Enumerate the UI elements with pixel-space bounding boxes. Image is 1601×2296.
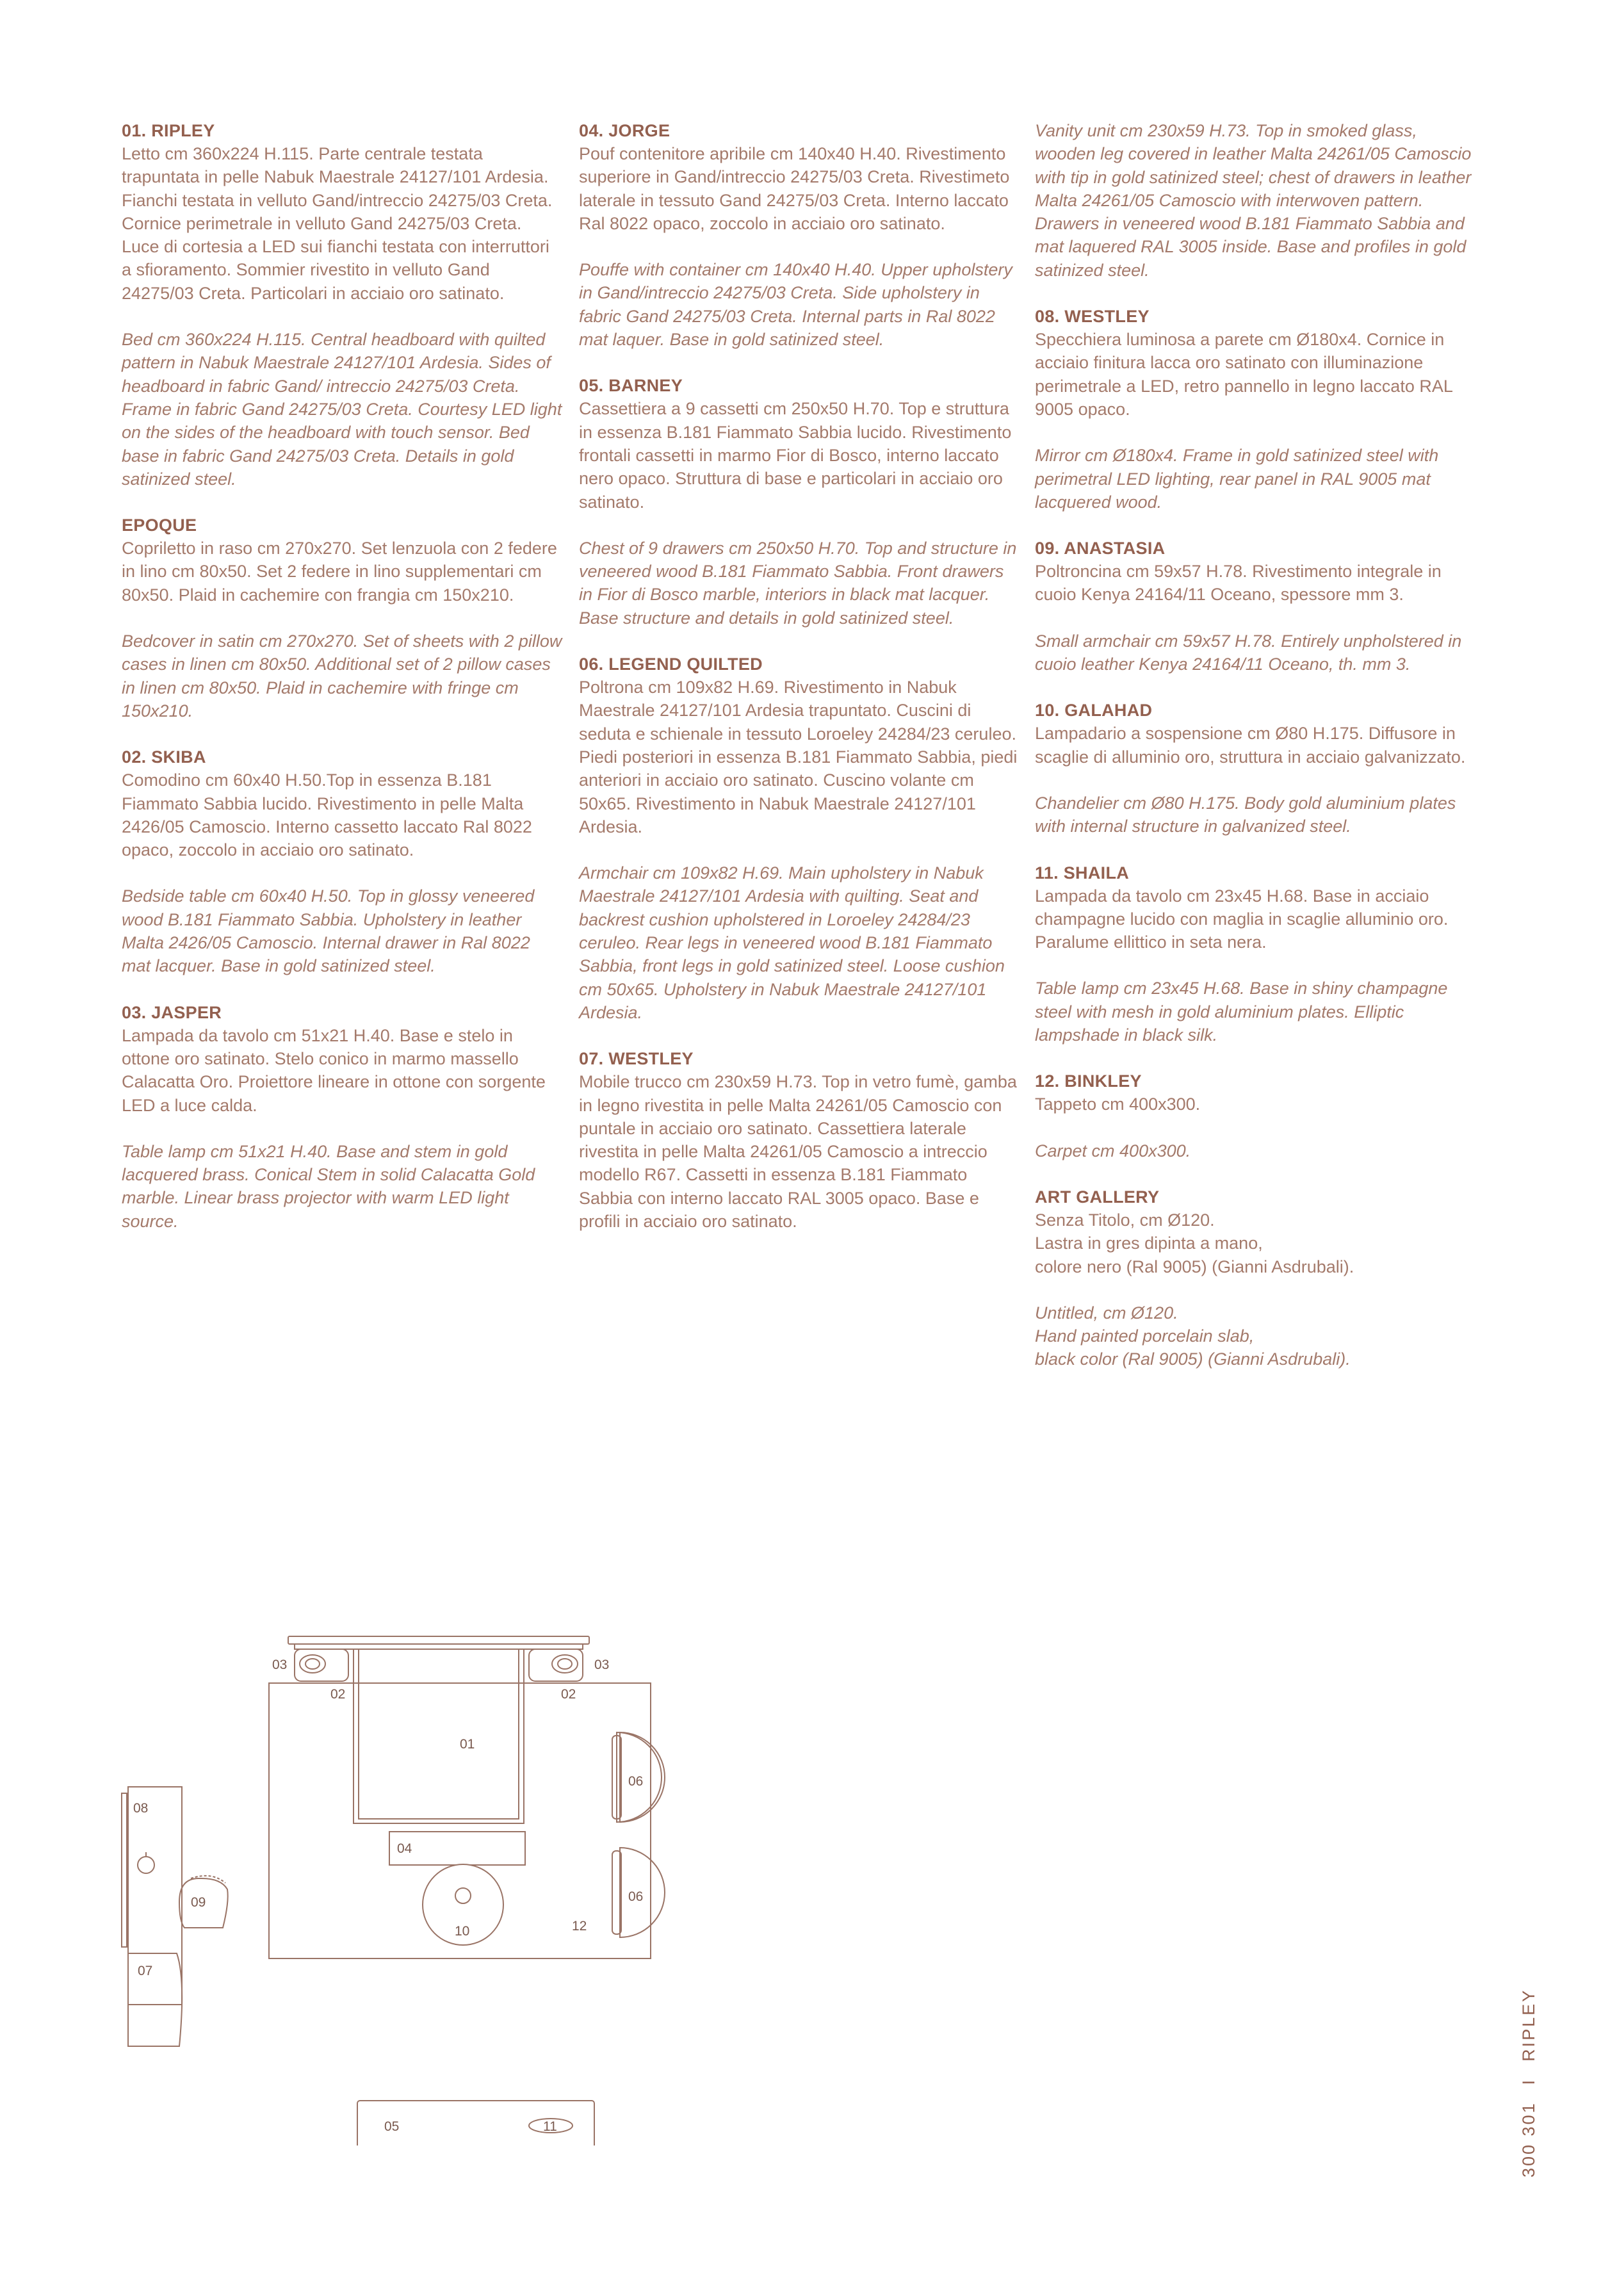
product-description-english: Bedside table cm 60x40 H.50. Top in glossy veneered wood B.181 Fiammato Sabbia. Upholstery in leather Malta 2426/05 Camoscio. Internal drawer in Ral 8022 mat lacquer. Base in gold satinized steel. bbox=[122, 886, 535, 976]
label-09: 09 bbox=[191, 1895, 206, 1910]
product-description-english: Table lamp cm 51x21 H.40. Base and stem in gold lacquered brass. Conical Stem in solid Calacatta Gold marble. Linear brass projector with warm LED light source. bbox=[122, 1141, 535, 1231]
label-08: 08 bbox=[133, 1801, 149, 1816]
label-12: 12 bbox=[572, 1919, 587, 1934]
product-description-english: Untitled, cm Ø120. Hand painted porcelain slab, black color (Ral 9005) (Gianni Asdrubali). bbox=[1035, 1303, 1351, 1369]
product-entry bbox=[122, 745, 564, 977]
product-description-english: Armchair cm 109x82 H.69. Main upholstery in Nabuk Maestrale 24127/101 Ardesia with quilting. Seat and backrest cushion upholstered in Loroeley 24284/23 ceruleo. Rear legs in veneered wood B.181 Fiammato Sabbia, front legs in gold satinized steel. Loose cushion cm 50x65. Upholstery in Nabuk Maestrale 24127/101 Ardesia. bbox=[579, 863, 1005, 1022]
bedside-table-left-shape bbox=[295, 1649, 348, 1681]
product-title: 05. BARNEY bbox=[579, 376, 683, 396]
page-footer bbox=[1519, 1972, 1539, 2178]
product-description-english: Vanity unit cm 230x59 H.73. Top in smoked glass, wooden leg covered in leather Malta 24261/05 Camoscio with tip in gold satinized steel; chest of drawers in leather Malta 24261/05 Camoscio with interwoven pattern. Drawers in veneered wood B.181 Fiammato Sabbia and mat laquered RAL 3005 inside. Base and profiles in gold satinized steel. bbox=[1035, 121, 1472, 280]
column-left bbox=[122, 119, 564, 1256]
product-entry bbox=[579, 374, 1021, 630]
lamp-right-shape bbox=[552, 1655, 578, 1673]
product-description-italian: Mobile trucco cm 230x59 H.73. Top in vetro fumè, gamba in legno rivestita in pelle Malta 24261/05 Camoscio con puntale in acciaio oro satinato. Cassettiera laterale rivestita in pelle Malta 24261/05 Camoscio a intreccio modello R67. Cassetti in essenza B.181 Fiammato Sabbia con interno laccato RAL 3005 opaco. Base e profili in acciaio oro satinato. bbox=[579, 1072, 1017, 1231]
bed-shape bbox=[354, 1649, 524, 1823]
product-title: EPOQUE bbox=[122, 516, 197, 535]
label-01: 01 bbox=[460, 1737, 475, 1752]
product-entry bbox=[122, 119, 564, 491]
label-11: 11 bbox=[543, 2119, 557, 2134]
product-description-english: Bedcover in satin cm 270x270. Set of sheets with 2 pillow cases in linen cm 80x50. Additional set of 2 pillow cases in linen cm 80x50. Plaid in cachemire with fringe cm 150x210. bbox=[122, 631, 562, 721]
product-title: 04. JORGE bbox=[579, 121, 670, 140]
product-title: 08. WESTLEY bbox=[1035, 307, 1150, 327]
product-entry bbox=[1035, 1070, 1477, 1162]
product-description-italian: Poltrona cm 109x82 H.69. Rivestimento in Nabuk Maestrale 24127/101 Ardesia trapuntato. Cuscini di seduta e schienale in tessuto Loroeley 24284/23 ceruleo. Piedi posteriori in essenza B.181 Fiammato Sabbia, piedi anteriori in acciaio oro satinato. Cuscino volante cm 50x65. Rivestimento in Nabuk Maestrale 24127/101 Ardesia. bbox=[579, 678, 1018, 836]
shaila-lamp-shape bbox=[138, 1857, 154, 1873]
product-entry bbox=[1035, 537, 1477, 676]
product-title: 03. JASPER bbox=[122, 1002, 222, 1022]
label-02-left: 02 bbox=[330, 1687, 346, 1702]
label-03-right: 03 bbox=[594, 1657, 610, 1672]
product-title: 01. RIPLEY bbox=[122, 121, 215, 140]
product-entry bbox=[1035, 305, 1477, 514]
product-description-italian: Copriletto in raso cm 270x270. Set lenzuola con 2 federe in lino cm 80x50. Set 2 federe in lino supplementari cm 80x50. Plaid in cachemire con frangia cm 150x210. bbox=[122, 539, 557, 605]
product-description-italian: Poltroncina cm 59x57 H.78. Rivestimento integrale in cuoio Kenya 24164/11 Oceano, spessore mm 3. bbox=[1035, 562, 1442, 605]
product-description-italian: Pouf contenitore apribile cm 140x40 H.40. Rivestimento superiore in Gand/intreccio 24275/03 Creta. Rivestimeto laterale in tessuto Gand 24275/03 Creta. Interno laccato Ral 8022 opaco, zoccolo in acciaio oro satinato. bbox=[579, 144, 1010, 233]
vanity-unit-shape bbox=[128, 1787, 182, 2005]
column-middle bbox=[579, 119, 1021, 1256]
label-10: 10 bbox=[455, 1924, 470, 1939]
vanity-drawers-shape bbox=[128, 1953, 182, 2046]
product-description-italian: Lampada da tavolo cm 51x21 H.40. Base e stelo in ottone oro satinato. Stelo conico in marmo massello Calacatta Oro. Proiettore lineare in ottone con sorgente LED a luce calda. bbox=[122, 1025, 546, 1115]
product-description-italian: Senza Titolo, cm Ø120. Lastra in gres dipinta a mano, colore nero (Ral 9005) (Gianni Asdrubali). bbox=[1035, 1210, 1354, 1276]
product-entry bbox=[1035, 699, 1477, 838]
product-title: 12. BINKLEY bbox=[1035, 1071, 1142, 1091]
label-07: 07 bbox=[138, 1964, 153, 1978]
product-entry bbox=[122, 1001, 564, 1233]
product-title: 11. SHAILA bbox=[1035, 863, 1130, 883]
label-04: 04 bbox=[397, 1841, 412, 1856]
product-description-italian: Specchiera luminosa a parete cm Ø180x4. Cornice in acciaio finitura lacca oro satinato con illuminazione perimetrale a LED, retro pannello in legno laccato RAL 9005 opaco. bbox=[1035, 330, 1452, 419]
label-02-right: 02 bbox=[561, 1687, 576, 1702]
product-description-italian: Lampada da tavolo cm 23x45 H.68. Base in acciaio champagne lucido con maglia in scaglie alluminio oro. Paralume ellittico in seta nera. bbox=[1035, 886, 1449, 952]
mirror-shape bbox=[122, 1793, 127, 1947]
product-entry bbox=[579, 1047, 1021, 1233]
floor-plan-diagram bbox=[115, 1620, 692, 2145]
lamp-left-shape bbox=[300, 1655, 325, 1673]
product-entry bbox=[579, 119, 1021, 351]
product-description-english: Pouffe with container cm 140x40 H.40. Upper upholstery in Gand/intreccio 24275/03 Creta. Side upholstery in fabric Gand 24275/03 Creta. Internal parts in Ral 8022 mat laquer. Base in gold satinized steel. bbox=[579, 260, 1012, 350]
product-title: 07. WESTLEY bbox=[579, 1049, 694, 1069]
label-05: 05 bbox=[384, 2119, 400, 2134]
footer-separator: I bbox=[1519, 2078, 1538, 2085]
product-description-english: Small armchair cm 59x57 H.78. Entirely unpholstered in cuoio leather Kenya 24164/11 Oceano, th. mm 3. bbox=[1035, 631, 1462, 674]
product-description-english: Mirror cm Ø180x4. Frame in gold satinized steel with perimetral LED lighting, rear panel in RAL 9005 mat lacquered wood. bbox=[1035, 446, 1439, 512]
product-title: 09. ANASTASIA bbox=[1035, 539, 1166, 558]
product-entry bbox=[1035, 1185, 1477, 1371]
product-description-english: Table lamp cm 23x45 H.68. Base in shiny champagne steel with mesh in gold aluminium plates. Elliptic lampshade in black silk. bbox=[1035, 979, 1448, 1045]
bed-mattress-shape bbox=[359, 1649, 519, 1819]
product-description-english: Carpet cm 400x300. bbox=[1035, 1141, 1191, 1160]
product-description-english: Chest of 9 drawers cm 250x50 H.70. Top and structure in veneered wood B.181 Fiammato Sabbia. Front drawers in Fior di Bosco marble, interiors in black mat lacquer. Base structure and details in gold satinized steel. bbox=[579, 538, 1017, 628]
product-title: 06. LEGEND QUILTED bbox=[579, 655, 763, 674]
product-title: 10. GALAHAD bbox=[1035, 701, 1153, 721]
product-description-italian: Comodino cm 60x40 H.50.Top in essenza B.181 Fiammato Sabbia lucido. Rivestimento in pelle Malta 2426/05 Camoscio. Interno cassetto laccato Ral 8022 opaco, zoccolo in acciaio oro satinato. bbox=[122, 770, 532, 860]
product-entry bbox=[122, 514, 564, 722]
label-06-top: 06 bbox=[628, 1774, 644, 1789]
product-entry bbox=[1035, 119, 1477, 282]
product-entry bbox=[1035, 861, 1477, 1047]
label-06-bottom: 06 bbox=[628, 1889, 644, 1904]
product-description-italian: Tappeto cm 400x300. bbox=[1035, 1095, 1201, 1114]
product-title: ART GALLERY bbox=[1035, 1187, 1160, 1207]
product-description-italian: Letto cm 360x224 H.115. Parte centrale testata trapuntata in pelle Nabuk Maestrale 24127/101 Ardesia. Fianchi testata in velluto Gand/intreccio 24275/03 Creta. Cornice perimetrale in velluto Gand 24275/03 Creta. Luce di cortesia a LED sui fianchi testata con interruttori a sfioramento. Sommier rivestito in velluto Gand 24275/03 Creta. Particolari in acciaio oro satinato. bbox=[122, 144, 553, 303]
column-right bbox=[1035, 119, 1477, 1394]
product-title: 02. SKIBA bbox=[122, 747, 206, 767]
product-description-italian: Lampadario a sospensione cm Ø80 H.175. Diffusore in scaglie di alluminio oro, struttura in acciaio galvanizzato. bbox=[1035, 724, 1466, 767]
label-03-left: 03 bbox=[272, 1657, 288, 1672]
product-description-english: Chandelier cm Ø80 H.175. Body gold aluminium plates with internal structure in galvanized steel. bbox=[1035, 793, 1456, 836]
page-numbers: 300 301 bbox=[1519, 2101, 1538, 2178]
product-description-italian: Cassettiera a 9 cassetti cm 250x50 H.70. Top e struttura in essenza B.181 Fiammato Sabbia lucido. Rivestimento frontali cassetti in marmo Fior di Bosco, interno laccato nero opaco. Struttura di base e particolari in acciaio oro satinato. bbox=[579, 399, 1012, 512]
bedside-table-right-shape bbox=[529, 1649, 583, 1681]
collection-name: RIPLEY bbox=[1519, 1988, 1538, 2062]
headboard-shape bbox=[288, 1636, 589, 1644]
headboard-base-shape bbox=[295, 1644, 583, 1649]
product-entry bbox=[579, 653, 1021, 1024]
product-description-english: Bed cm 360x224 H.115. Central headboard with quilted pattern in Nabuk Maestrale 24127/101 Ardesia. Sides of headboard in fabric Gand/ intreccio 24275/03 Creta. Frame in fabric Gand 24275/03 Creta. Courtesy LED light on the sides of the headboard with touch sensor. Bed base in fabric Gand 24275/03 Creta. Details in gold satinized steel. bbox=[122, 330, 562, 489]
